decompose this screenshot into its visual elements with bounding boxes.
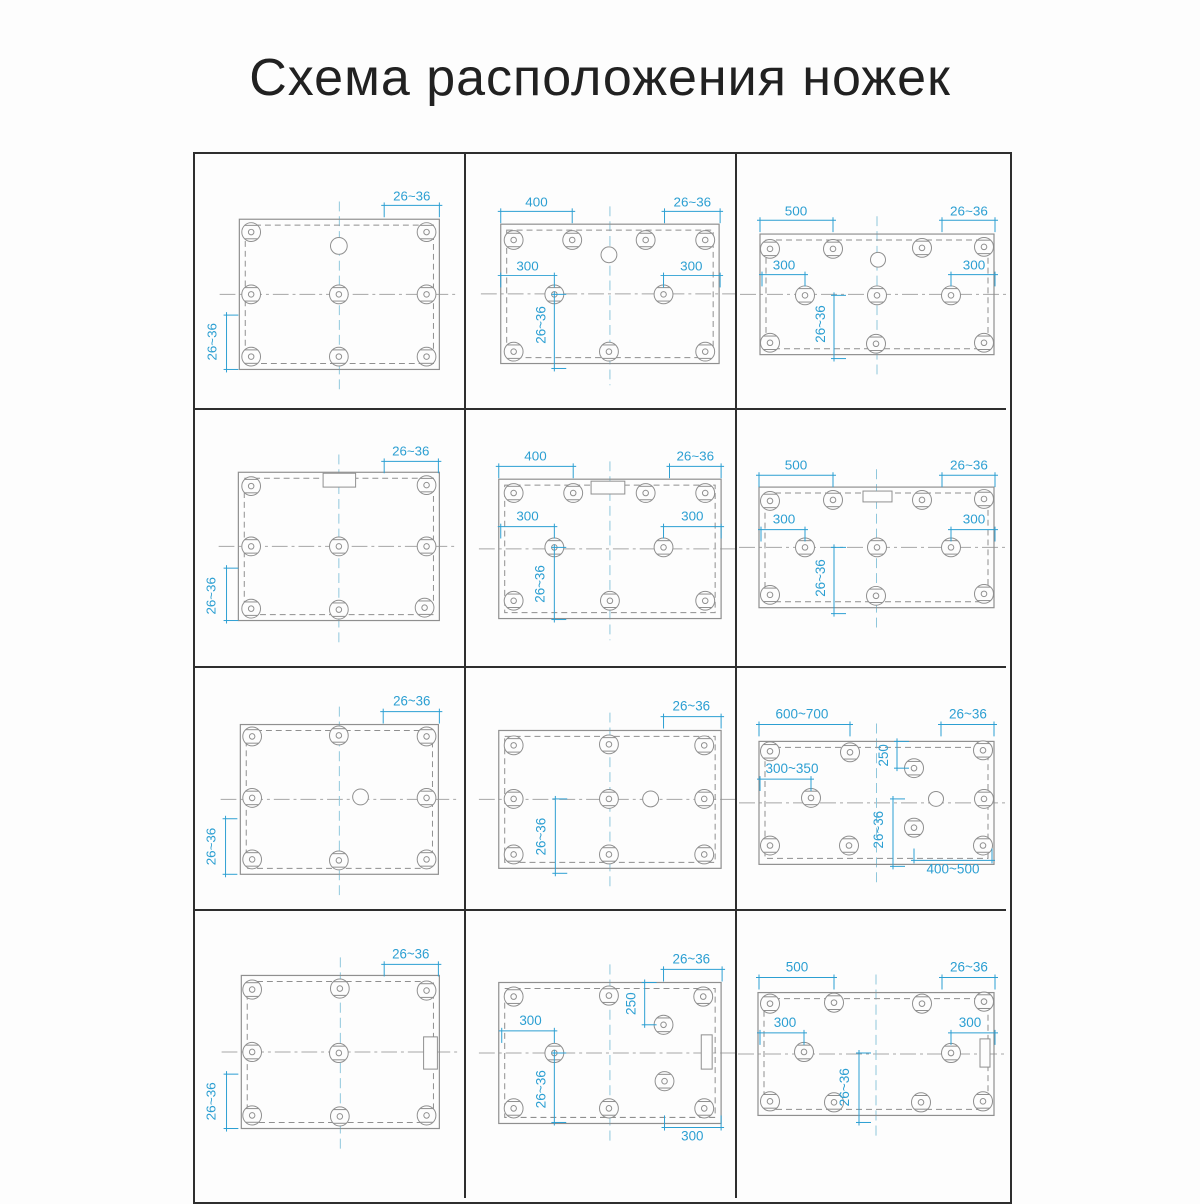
dimension-label: 26~36: [672, 698, 711, 714]
tray-extra-wide-offset-feet-round-drain-drawing: [737, 668, 1006, 909]
foot-icon: [242, 537, 261, 556]
foot-icon: [867, 586, 886, 605]
dimension-label: 300: [681, 508, 704, 524]
foot-icon: [841, 743, 860, 762]
foot-icon: [504, 231, 523, 250]
foot-icon: [761, 585, 780, 604]
foot-icon: [655, 1072, 674, 1091]
drain-hole-icon: [601, 247, 617, 263]
tray-extra-wide-slot-drain-top: [737, 410, 1006, 668]
foot-icon: [975, 584, 994, 603]
drain-slot-icon: [424, 1037, 438, 1069]
foot-icon: [795, 1042, 814, 1061]
dimension-label: 300: [962, 257, 986, 273]
foot-icon: [563, 231, 582, 250]
dimension-label: 26~36: [203, 827, 219, 866]
foot-icon: [417, 1106, 436, 1125]
dimension: [496, 448, 576, 478]
foot-icon: [868, 538, 887, 557]
dimension: [381, 188, 442, 217]
dimension: [204, 565, 239, 623]
foot-icon: [600, 342, 619, 361]
diagram-grid: [193, 152, 1012, 1204]
foot-icon: [975, 992, 994, 1011]
foot-icon: [504, 342, 523, 361]
dimension-label: 600~700: [775, 706, 829, 722]
dimension-label: 26~36: [204, 323, 220, 361]
dimension-label: 300: [519, 1012, 542, 1028]
dimension-label: 300~350: [765, 761, 819, 777]
dimension-label: 300: [958, 1014, 982, 1030]
dimension: [662, 194, 724, 223]
dimension-label: 26~36: [533, 817, 549, 856]
foot-icon: [802, 789, 821, 808]
foot-icon: [694, 987, 713, 1006]
foot-icon: [974, 836, 993, 855]
foot-icon: [600, 789, 619, 808]
foot-icon: [912, 1093, 931, 1112]
tray-wide-round-drain-top: [466, 154, 737, 410]
tray-square-slot-drain-top: [195, 410, 466, 668]
foot-icon: [417, 537, 436, 556]
foot-icon: [696, 484, 715, 503]
dimension: [837, 1050, 871, 1126]
dimension-label: 300: [681, 1128, 704, 1144]
foot-icon: [761, 742, 780, 761]
foot-icon: [824, 239, 843, 258]
dimension: [948, 512, 998, 542]
dimension: [499, 1013, 558, 1043]
dimension: [756, 457, 836, 487]
dimension: [498, 194, 575, 223]
dimension: [813, 292, 846, 361]
tray-square-side-slot-drain: [195, 911, 466, 1198]
dimension-label: 26~36: [203, 1082, 219, 1121]
foot-icon: [415, 598, 434, 617]
foot-icon: [975, 490, 994, 509]
foot-icon: [761, 1092, 780, 1111]
foot-icon: [825, 993, 844, 1012]
foot-icon: [975, 238, 994, 257]
dimension-label: 26~36: [837, 1068, 852, 1107]
foot-icon: [417, 850, 436, 869]
dimension-label: 300: [772, 257, 796, 273]
foot-icon: [600, 845, 619, 864]
foot-icon: [840, 836, 859, 855]
foot-icon: [601, 591, 620, 610]
foot-icon: [242, 223, 261, 242]
foot-icon: [905, 818, 924, 837]
tray-extra-wide-side-slot-drain-drawing: [737, 911, 1006, 1198]
dimension: [624, 979, 657, 1027]
tray-extra-wide-side-slot-drain: [737, 911, 1006, 1198]
dimension-label: 400~500: [926, 861, 980, 877]
foot-icon: [600, 986, 619, 1005]
foot-icon: [504, 987, 523, 1006]
foot-icon: [913, 239, 932, 258]
tray-square-slot-drain-top-drawing: [195, 410, 464, 666]
foot-icon: [654, 538, 673, 557]
dimension: [757, 1015, 807, 1045]
foot-icon: [243, 1106, 262, 1125]
dimension-label: 26~36: [950, 457, 988, 473]
foot-icon: [330, 979, 349, 998]
dimension: [533, 796, 567, 876]
foot-icon: [330, 1107, 349, 1126]
dimension-label: 26~36: [672, 951, 711, 967]
foot-icon: [330, 1043, 349, 1062]
dimension-label: 26~36: [533, 1070, 549, 1109]
foot-icon: [417, 347, 436, 366]
dimension-label: 26~36: [533, 306, 549, 344]
foot-icon: [696, 591, 715, 610]
dimension-label: 26~36: [950, 203, 988, 219]
foot-icon: [243, 850, 262, 869]
drain-hole-icon: [929, 791, 944, 806]
dimension-label: 300: [772, 511, 796, 527]
dimension: [757, 203, 836, 232]
drain-slot-icon: [980, 1039, 990, 1067]
foot-icon: [600, 735, 619, 754]
dimension: [381, 443, 441, 473]
foot-icon: [696, 231, 715, 250]
dimension: [205, 312, 239, 372]
drain-hole-icon: [871, 252, 886, 267]
foot-icon: [636, 484, 655, 503]
foot-icon: [975, 789, 994, 808]
drain-hole-icon: [330, 238, 347, 255]
dimension-label: 26~36: [673, 194, 712, 210]
foot-icon: [942, 286, 961, 305]
dimension-label: 26~36: [532, 565, 548, 603]
foot-icon: [243, 727, 262, 746]
foot-icon: [242, 477, 261, 496]
foot-icon: [796, 286, 815, 305]
dimension-label: 300: [680, 258, 703, 274]
dimension-label: 400: [524, 448, 547, 464]
tray-wide-round-drain-top-drawing: [466, 154, 735, 408]
dimension: [498, 509, 558, 539]
foot-icon: [654, 285, 673, 304]
dimension-label: 500: [784, 203, 808, 219]
foot-icon: [243, 789, 262, 808]
dimension-label: 500: [784, 457, 808, 473]
foot-icon: [417, 727, 436, 746]
foot-icon: [330, 537, 349, 556]
foot-icon: [417, 789, 436, 808]
tray-wide-slot-drain-top: [466, 410, 737, 668]
dimension: [661, 509, 725, 539]
foot-icon: [761, 239, 780, 258]
dimension: [939, 203, 998, 232]
dimension: [948, 258, 998, 287]
dimension-label: 500: [785, 959, 809, 975]
foot-icon: [564, 484, 583, 503]
dimension: [756, 959, 837, 989]
dimension-label: 300: [516, 508, 539, 524]
tray-square-round-drain-top: [195, 154, 466, 410]
foot-icon: [243, 1042, 262, 1061]
foot-icon: [654, 1015, 673, 1034]
foot-icon: [417, 981, 436, 1000]
tray-extra-wide-round-drain-top: [737, 154, 1006, 410]
foot-icon: [974, 741, 993, 760]
dimension-label: 26~36: [676, 448, 715, 464]
foot-icon: [417, 476, 436, 495]
tray-extra-wide-slot-drain-top-drawing: [737, 410, 1006, 666]
foot-icon: [695, 1099, 714, 1118]
dimension: [533, 291, 566, 371]
foot-icon: [913, 994, 932, 1013]
foot-icon: [504, 845, 523, 864]
tray-extra-wide-round-drain-top-drawing: [737, 154, 1006, 408]
dimension: [876, 738, 909, 771]
dimension-label: 26~36: [393, 188, 431, 204]
tray-wide-round-drain-middle: [466, 668, 737, 911]
foot-icon: [695, 736, 714, 755]
dimension: [381, 946, 441, 976]
foot-icon: [504, 591, 523, 610]
foot-icon: [242, 599, 261, 618]
drain-hole-icon: [353, 789, 369, 805]
foot-icon: [330, 600, 349, 619]
foot-icon: [695, 789, 714, 808]
foot-icon: [243, 980, 262, 999]
drain-slot-icon: [701, 1035, 712, 1069]
dimension-label: 26~36: [950, 959, 988, 975]
foot-icon: [417, 223, 436, 242]
foot-icon: [761, 333, 780, 352]
dimension: [939, 959, 998, 989]
dimension-label: 300: [962, 511, 986, 527]
foot-icon: [975, 333, 994, 352]
foot-icon: [913, 491, 932, 510]
foot-icon: [636, 231, 655, 250]
foot-icon: [504, 736, 523, 755]
dimension-label: 26~36: [392, 946, 430, 962]
tray-wide-round-drain-middle-drawing: [466, 668, 735, 909]
foot-icon: [761, 836, 780, 855]
drain-hole-icon: [643, 791, 659, 807]
dimension-label: 26~36: [393, 693, 431, 709]
tray-wide-slot-drain-top-drawing: [466, 410, 735, 666]
dimension: [204, 1071, 239, 1131]
foot-icon: [824, 491, 843, 510]
dimension: [939, 457, 998, 487]
dimension-label: 26~36: [392, 443, 430, 459]
foot-icon: [696, 342, 715, 361]
tray-extra-wide-offset-feet-round-drain: [737, 668, 1006, 911]
tray-wide-offset-feet-side-slot-drain-drawing: [466, 911, 735, 1198]
foot-icon: [868, 286, 887, 305]
foot-icon: [330, 726, 349, 745]
dimension-label: 250: [623, 992, 639, 1015]
dimension-label: 300: [516, 258, 539, 274]
dimension: [667, 448, 725, 478]
dimension-label: 26~36: [812, 305, 829, 343]
drain-slot-icon: [591, 481, 625, 494]
foot-icon: [600, 1099, 619, 1118]
dimension: [756, 707, 853, 737]
dimension: [532, 544, 566, 622]
page-title: Схема расположения ножек: [249, 49, 951, 107]
dimension: [938, 707, 997, 737]
foot-icon: [942, 1043, 961, 1062]
foot-icon: [761, 492, 780, 511]
foot-icon: [695, 845, 714, 864]
dimension: [204, 816, 238, 877]
foot-icon: [761, 994, 780, 1013]
foot-icon: [504, 1099, 523, 1118]
dimension: [380, 694, 442, 724]
dimension-label: 26~36: [812, 559, 829, 597]
dimension: [661, 259, 724, 288]
dimension-label: 250: [875, 744, 892, 767]
foot-icon: [330, 347, 349, 366]
drain-slot-icon: [323, 473, 356, 487]
foot-icon: [417, 285, 436, 304]
dimension: [813, 544, 846, 616]
foot-icon: [504, 789, 523, 808]
dimension: [661, 951, 726, 981]
foot-icon: [242, 285, 261, 304]
dimension-label: 300: [773, 1014, 797, 1030]
dimension-label: 26~36: [870, 810, 887, 849]
dimension-label: 26~36: [203, 577, 219, 615]
foot-icon: [867, 334, 886, 353]
foot-icon: [242, 347, 261, 366]
tray-square-round-drain-top-drawing: [195, 154, 464, 408]
foot-icon: [974, 1092, 993, 1111]
tray-square-side-slot-drain-drawing: [195, 911, 464, 1198]
dimension-label: 400: [525, 194, 548, 210]
drain-slot-icon: [863, 491, 892, 502]
foot-icon: [504, 484, 523, 503]
foot-icon: [330, 851, 349, 870]
dimension: [661, 699, 725, 729]
tray-square-round-drain-middle: [195, 668, 466, 911]
tray-square-round-drain-middle-drawing: [195, 668, 464, 909]
dimension: [662, 1115, 725, 1143]
dimension: [757, 761, 818, 791]
foot-icon: [330, 285, 349, 304]
tray-wide-offset-feet-side-slot-drain: [466, 911, 737, 1198]
dimension-label: 26~36: [949, 706, 987, 722]
